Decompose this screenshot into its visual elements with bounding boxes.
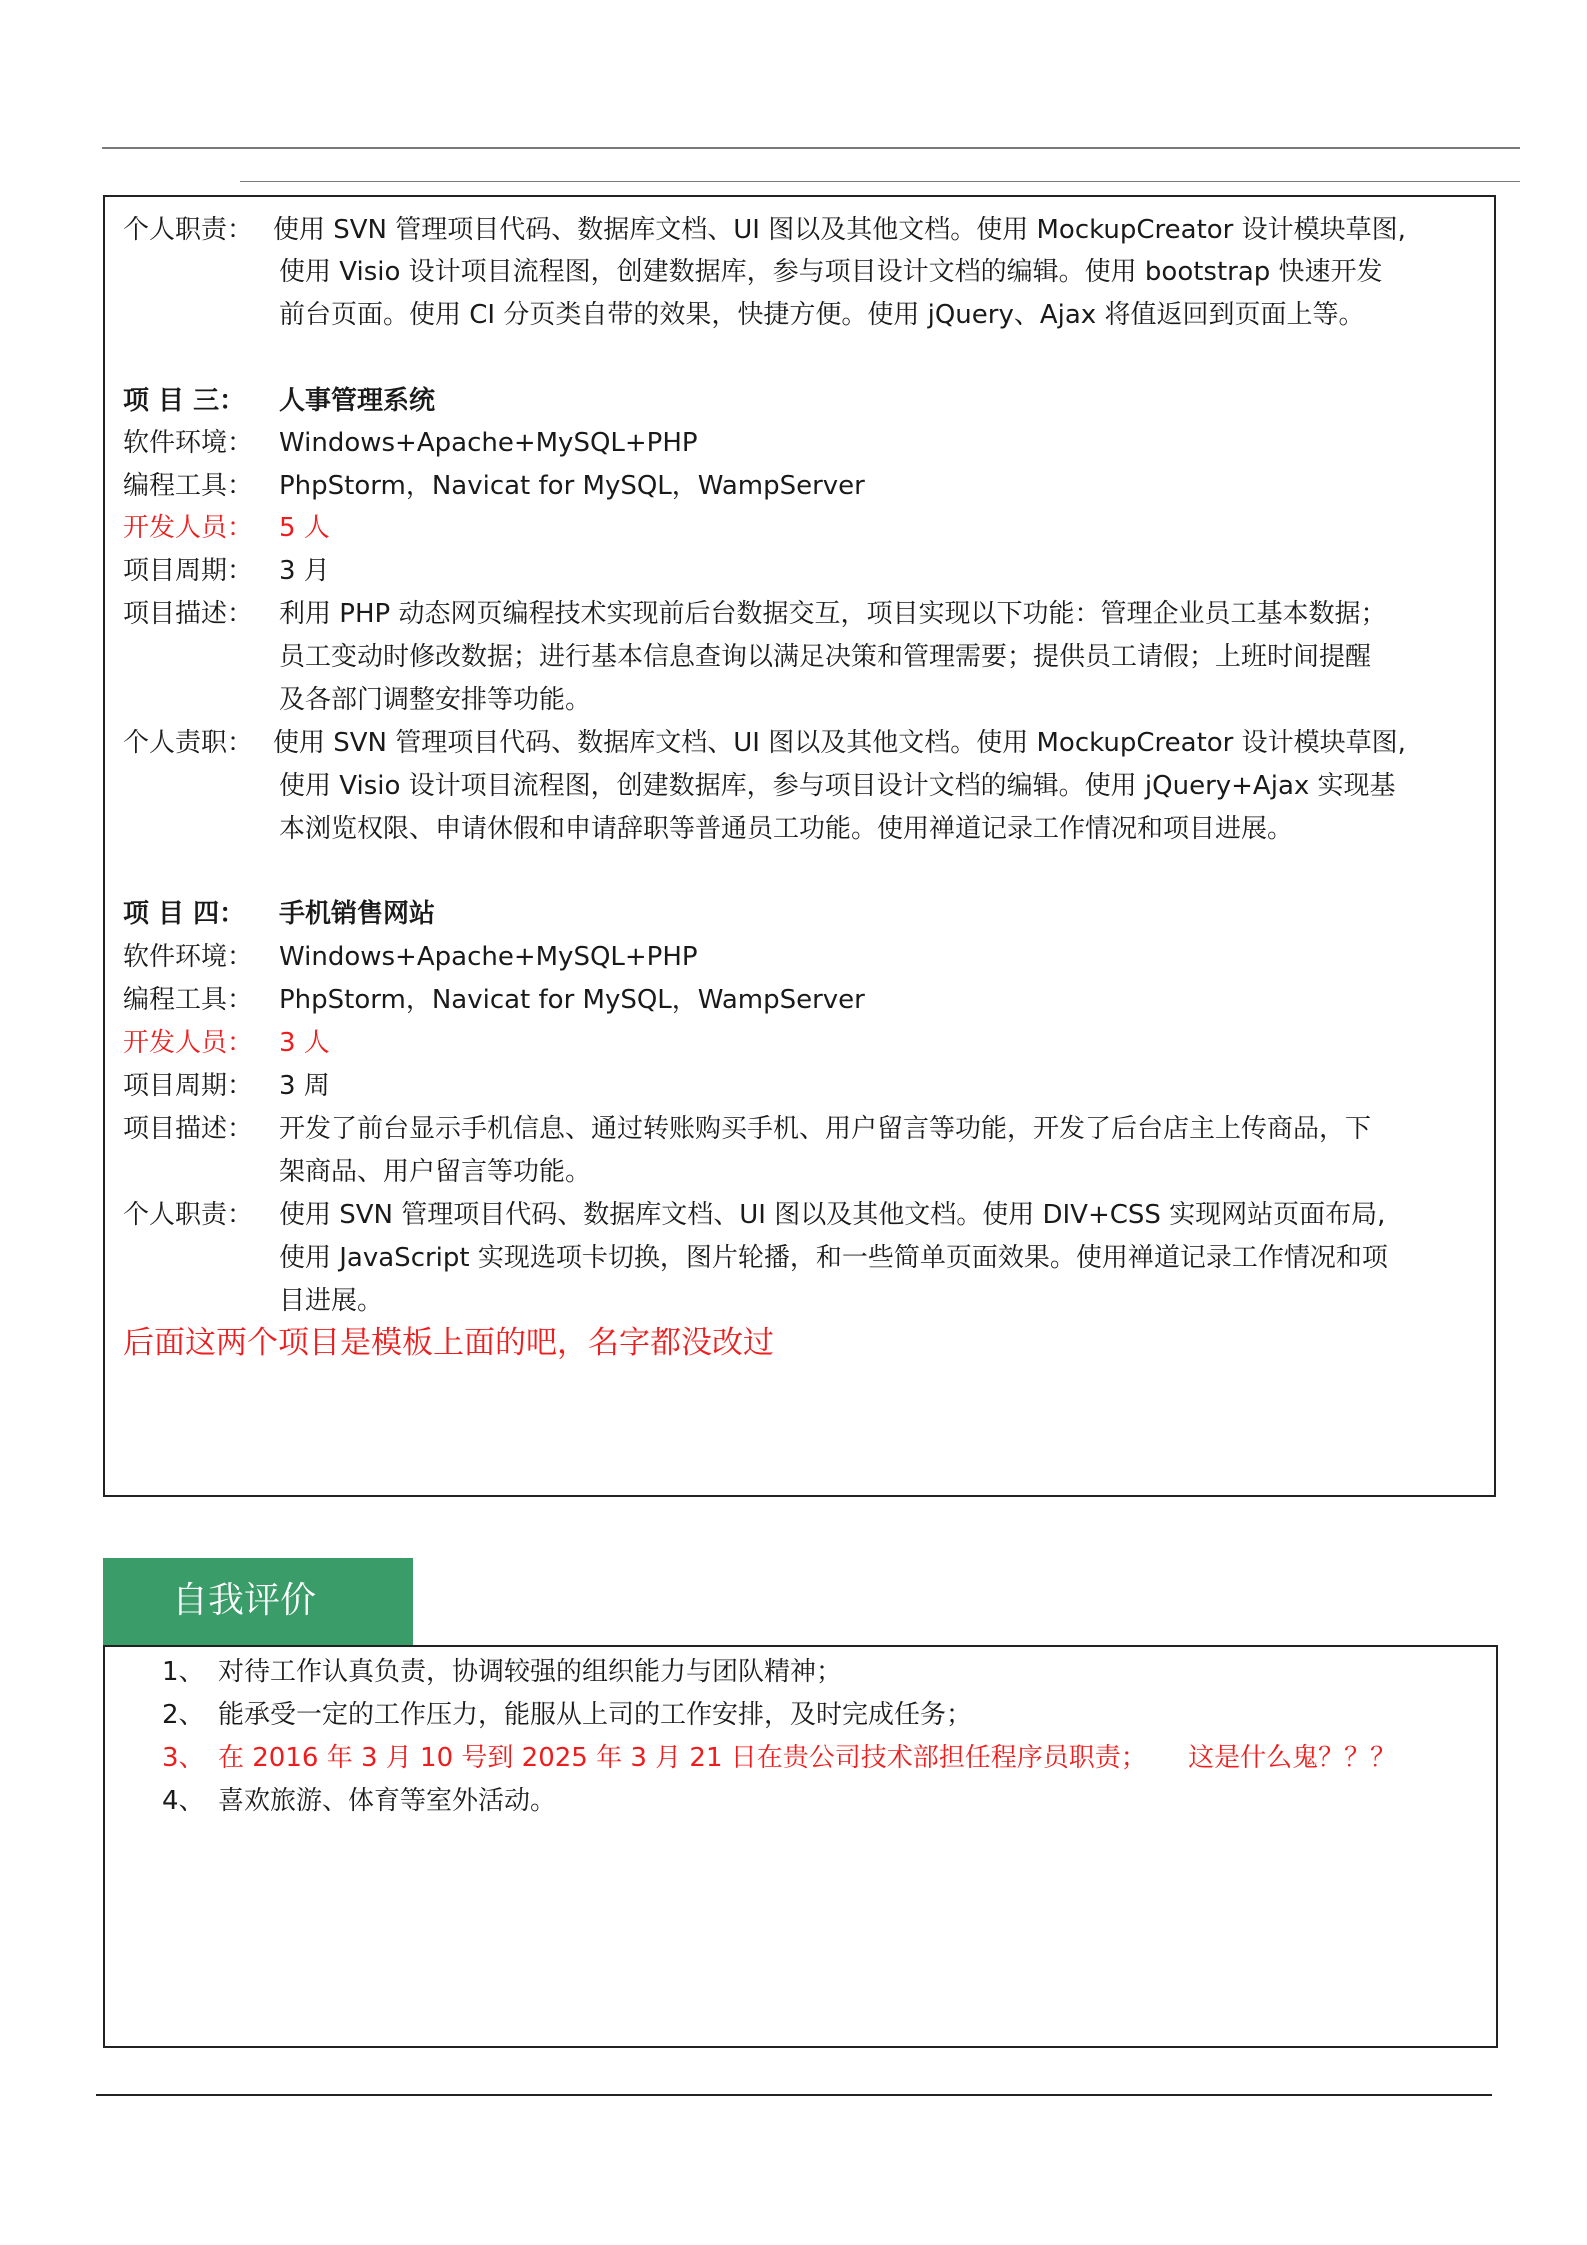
duty-line: 使用 Visio 设计项目流程图，创建数据库，参与项目设计文档的编辑。使用 bootstrap 快速开发 <box>279 257 1383 287</box>
project4-team-row <box>123 1022 1587 1064</box>
project3-team-row <box>123 507 1587 549</box>
tools-value: PhpStorm，Navicat for MySQL，WampServer <box>279 471 865 501</box>
duty-line: 使用 JavaScript 实现选项卡切换，图片轮播，和一些简单页面效果。使用禅道记录工作情况和项 <box>279 1243 1388 1273</box>
eval-item-number: 1、 <box>162 1657 205 1687</box>
self-eval-header <box>103 1558 413 1645</box>
desc-line: 利用 PHP 动态网页编程技术实现前后台数据交互，项目实现以下功能：管理企业员工基本数据； <box>279 599 1387 629</box>
env-label: 软件环境： <box>123 942 254 972</box>
eval-item-number: 3、 <box>162 1743 205 1773</box>
eval-item-text: 对待工作认真负责，协调较强的组织能力与团队精神； <box>218 1657 843 1687</box>
duty-line: 使用 SVN 管理项目代码、数据库文档、UI 图以及其他文档。使用 MockupCreator 设计模块草图, <box>273 728 1406 758</box>
duty-label: 个人职责： <box>123 215 254 245</box>
duty-line: 使用 SVN 管理项目代码、数据库文档、UI 图以及其他文档。使用 DIV+CSS 实现网站页面布局, <box>279 1200 1386 1230</box>
env-value: Windows+Apache+MySQL+PHP <box>279 942 698 972</box>
project3-duty-row <box>123 722 1587 764</box>
project4-desc-row <box>123 1108 1587 1150</box>
tools-label: 编程工具： <box>123 985 254 1015</box>
eval-item-text: 在 2016 年 3 月 10 号到 2025 年 3 月 21 日在贵公司技术部担任程序员职责； 这是什么鬼？？？ <box>218 1743 1397 1773</box>
project-name: 手机销售网站 <box>279 899 436 929</box>
team-label: 开发人员： <box>123 513 254 543</box>
review-comment: 后面这两个项目是模板上面的吧，名字都没改过 <box>123 1325 774 1361</box>
project3-env-row <box>123 422 1587 464</box>
desc-line: 员工变动时修改数据；进行基本信息查询以满足决策和管理需要；提供员工请假；上班时间提醒 <box>279 642 1372 672</box>
period-value: 3 周 <box>279 1071 330 1101</box>
duty-label: 个人责职： <box>123 728 254 758</box>
period-value: 3 月 <box>279 556 330 586</box>
team-value: 5 人 <box>279 513 330 543</box>
tools-label: 编程工具： <box>123 471 254 501</box>
project4-duty-row <box>123 1194 1587 1236</box>
team-value: 3 人 <box>279 1028 330 1058</box>
env-value: Windows+Apache+MySQL+PHP <box>279 428 698 458</box>
bottom-rule <box>96 2094 1492 2096</box>
duty-label: 个人职责： <box>123 1200 254 1230</box>
top-rule-secondary <box>240 181 1520 182</box>
eval-item-text: 喜欢旅游、体育等室外活动。 <box>218 1786 557 1816</box>
project2-duty-row <box>123 209 1587 251</box>
duty-line: 目进展。 <box>279 1286 384 1316</box>
duty-line: 本浏览权限、申请休假和申请辞职等普通员工功能。使用禅道记录工作情况和项目进展。 <box>279 814 1294 844</box>
section-title: 自我评价 <box>172 1580 317 1621</box>
env-label: 软件环境： <box>123 428 254 458</box>
project3-period-row <box>123 550 1587 592</box>
project3-desc-row <box>123 593 1587 635</box>
team-label: 开发人员： <box>123 1028 254 1058</box>
project-heading-label: 项 目 三： <box>123 386 246 416</box>
eval-item-text: 能承受一定的工作压力，能服从上司的工作安排，及时完成任务； <box>218 1700 973 1730</box>
duty-line: 使用 Visio 设计项目流程图，创建数据库，参与项目设计文档的编辑。使用 jQuery+Ajax 实现基 <box>279 771 1396 801</box>
project3-tools-row <box>123 465 1587 507</box>
period-label: 项目周期： <box>123 1071 254 1101</box>
desc-label: 项目描述： <box>123 599 254 629</box>
top-rule <box>102 147 1520 149</box>
desc-label: 项目描述： <box>123 1114 254 1144</box>
tools-value: PhpStorm，Navicat for MySQL，WampServer <box>279 985 865 1015</box>
project4-env-row <box>123 936 1587 978</box>
project4-period-row <box>123 1065 1587 1107</box>
desc-line: 架商品、用户留言等功能。 <box>279 1157 592 1187</box>
desc-line: 开发了前台显示手机信息、通过转账购买手机、用户留言等功能，开发了后台店主上传商品，下 <box>279 1114 1372 1144</box>
desc-line: 及各部门调整安排等功能。 <box>279 685 592 715</box>
project3-heading <box>123 380 1587 422</box>
project-heading-label: 项 目 四： <box>123 899 246 929</box>
period-label: 项目周期： <box>123 556 254 586</box>
eval-item-number: 4、 <box>162 1786 205 1816</box>
duty-line: 前台页面。使用 CI 分页类自带的效果，快捷方便。使用 jQuery、Ajax 将值返回到页面上等。 <box>279 300 1365 330</box>
duty-line: 使用 SVN 管理项目代码、数据库文档、UI 图以及其他文档。使用 MockupCreator 设计模块草图, <box>273 215 1406 245</box>
project-name: 人事管理系统 <box>279 386 436 416</box>
project4-heading <box>123 893 1587 935</box>
eval-item-number: 2、 <box>162 1700 205 1730</box>
project4-tools-row <box>123 979 1587 1021</box>
